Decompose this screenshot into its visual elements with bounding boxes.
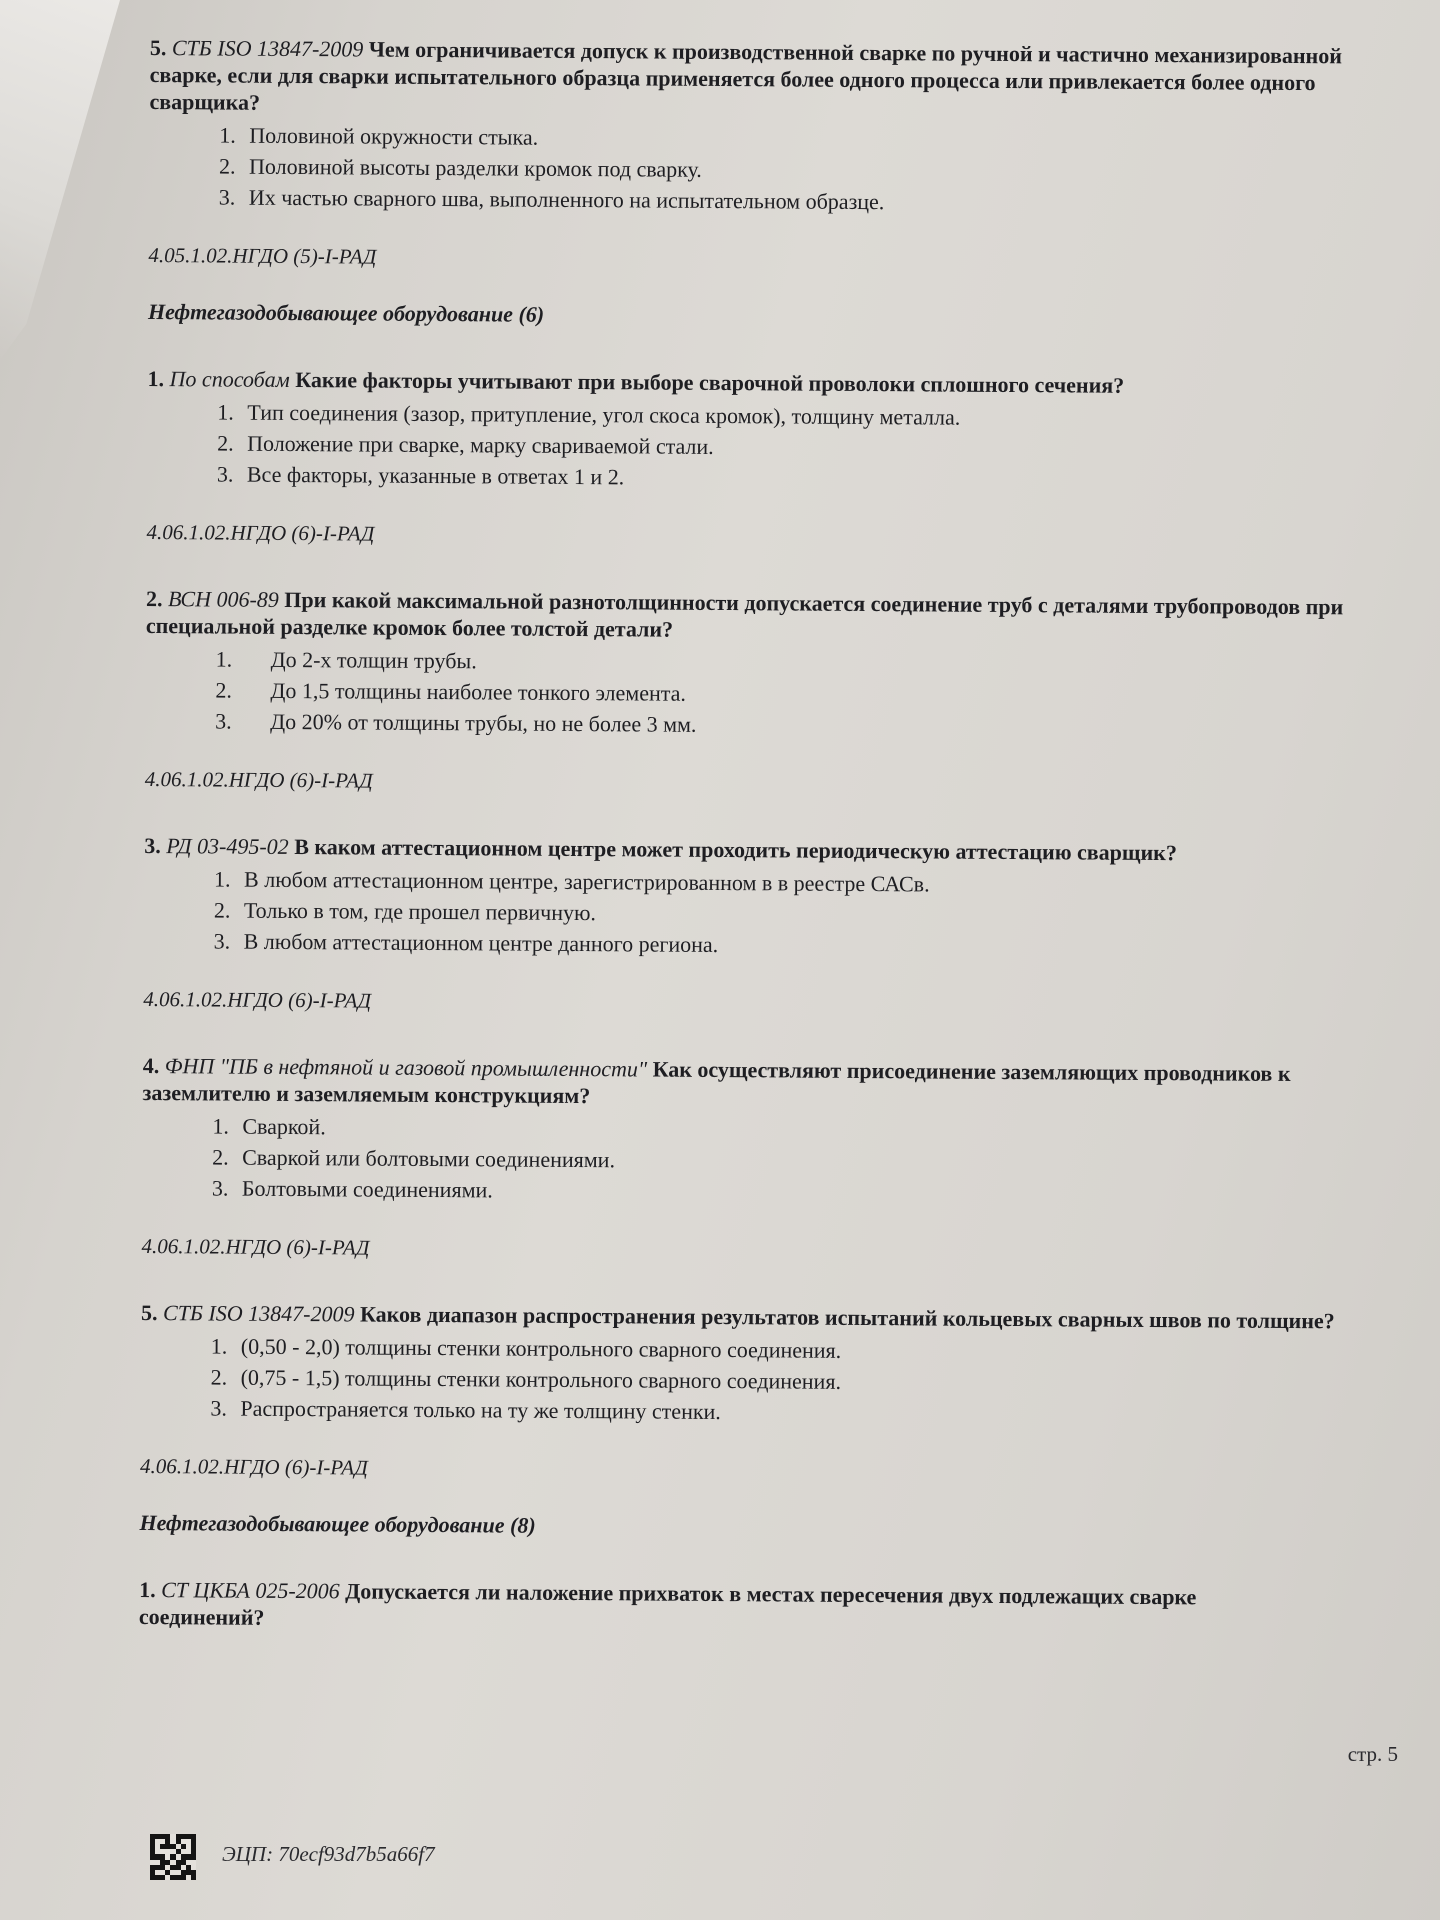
question-code: 4.06.1.02.НГДО (6)-I-РАД xyxy=(143,986,372,1013)
question-block xyxy=(139,1576,1394,1639)
page-number: стр. 5 xyxy=(1347,1742,1398,1766)
answer-number: 2. xyxy=(215,677,233,703)
question-title xyxy=(143,1052,1398,1115)
answer-text: Все факторы, указанные в ответах 1 и 2. xyxy=(246,461,625,490)
question-block xyxy=(145,585,1401,745)
answer-number: 2. xyxy=(217,430,234,456)
answer-number: 1. xyxy=(210,1333,228,1359)
document-content xyxy=(139,34,1405,1639)
folded-page-corner xyxy=(0,0,120,360)
answer-number: 2. xyxy=(212,1144,229,1170)
question-text: При какой максимальной разнотолщинности допускается соединение труб с деталями трубопроводов при специальной разделке кромок более толстой детали? xyxy=(145,586,1344,642)
answer-text: В любом аттестационном центре, зарегистрированном в в реестре САСв. xyxy=(244,866,930,897)
question-number: 5. xyxy=(149,34,167,61)
answer-text: Сваркой или болтовыми соединениями. xyxy=(242,1144,616,1173)
question-title xyxy=(149,34,1405,124)
answer-text: До 2-х толщин трубы. xyxy=(270,646,477,674)
answer-number: 2. xyxy=(218,153,236,179)
answer-text: Тип соединения (зазор, притупление, угол скоса кромок), толщину металла. xyxy=(247,399,961,430)
question-code: 4.06.1.02.НГДО (6)-I-РАД xyxy=(146,519,375,546)
answer-number: 3. xyxy=(211,1175,229,1201)
answer-number: 1. xyxy=(214,866,231,892)
answer-list xyxy=(140,1330,1396,1432)
question-number: 1. xyxy=(139,1576,156,1603)
question-text: Каков диапазон распространения результатов испытаний кольцевых сварных швов по толщине? xyxy=(359,1301,1335,1334)
question-source: ВСН 006-89 xyxy=(167,586,279,612)
question-code: 4.05.1.02.НГДО (5)-I-РАД xyxy=(148,242,377,269)
question-text: Допускается ли наложение прихваток в местах пересечения двух подлежащих сварке соединений? xyxy=(138,1578,1197,1630)
answer-text: Половиной высоты разделки кромок под сварку. xyxy=(248,153,702,182)
question-source: СТБ ISO 13847-2009 xyxy=(162,1300,355,1327)
question-text: В каком аттестационном центре может проходить периодическую аттестацию сварщик? xyxy=(294,834,1177,866)
answer-text: В любом аттестационном центре данного региона. xyxy=(243,928,719,957)
answer-number: 3. xyxy=(210,1395,227,1421)
question-source: ФНП "ПБ в нефтяной и газовой промышленности" xyxy=(164,1053,648,1082)
question-number: 2. xyxy=(145,585,163,612)
answer-number: 1. xyxy=(212,1113,229,1139)
answer-number: 2. xyxy=(213,897,231,923)
question-number: 5. xyxy=(140,1299,158,1326)
question-block xyxy=(149,34,1405,221)
question-code: 4.06.1.02.НГДО (6)-I-РАД xyxy=(144,766,373,793)
question-text: Какие факторы учитывают при выборе сварочной проволоки сплошного сечения? xyxy=(295,367,1125,398)
answer-number: 1. xyxy=(219,122,236,148)
answer-text: Распространяется только на ту же толщину стенки. xyxy=(240,1395,721,1425)
answer-number: 1. xyxy=(217,399,234,425)
question-text: Чем ограничивается допуск к производственной сварке по ручной и частично механизированной сварке, если для сварки испытательного образца применяется более одного процесса или привлекается более одного сварщика? xyxy=(149,36,1343,115)
answer-number: 3. xyxy=(215,708,232,734)
answer-list xyxy=(142,1110,1398,1212)
question-source: По способам xyxy=(169,366,290,392)
section-heading: Нефтегазодобывающее оборудование (8) xyxy=(139,1509,536,1538)
question-code: 4.06.1.02.НГДО (6)-I-РАД xyxy=(139,1453,368,1480)
question-source: СТБ ISO 13847-2009 xyxy=(171,35,364,62)
question-title xyxy=(139,1576,1279,1638)
question-block xyxy=(140,1299,1396,1432)
question-block xyxy=(144,832,1400,965)
answer-text: Сваркой. xyxy=(242,1113,326,1140)
question-block xyxy=(147,365,1403,498)
answer-list xyxy=(147,396,1403,498)
question-code: 4.06.1.02.НГДО (6)-I-РАД xyxy=(141,1233,370,1260)
answer-number: 2. xyxy=(210,1364,228,1390)
answer-list xyxy=(145,643,1401,745)
question-source: РД 03-495-02 xyxy=(166,833,289,859)
answer-text: Только в том, где прошел первичную. xyxy=(243,897,597,926)
question-source: СТ ЦКБА 025-2006 xyxy=(161,1577,340,1604)
answer-number: 3. xyxy=(216,461,234,487)
answer-text: Половиной окружности стыка. xyxy=(249,122,539,150)
question-title xyxy=(146,585,1401,648)
question-text: Как осуществляют присоединение заземляющих проводников к заземлителю и заземляемым конструкциям? xyxy=(142,1056,1291,1109)
section-heading: Нефтегазодобывающее оборудование (6) xyxy=(147,298,545,327)
answer-number: 1. xyxy=(215,646,233,672)
answer-text: Болтовыми соединениями. xyxy=(241,1175,493,1203)
digital-signature: ЭЦП: 70ecf93d7b5a66f7 xyxy=(222,1842,435,1866)
answer-text: (0,75 - 1,5) толщины стенки контрольного сварного соединения. xyxy=(240,1364,842,1394)
question-number: 1. xyxy=(147,365,165,392)
answer-text: (0,50 - 2,0) толщины стенки контрольного сварного соединения. xyxy=(240,1333,842,1363)
question-block xyxy=(142,1052,1398,1212)
answer-text: Положение при сварке, марку свариваемой стали. xyxy=(247,430,714,459)
answer-list xyxy=(144,863,1400,965)
answer-number: 3. xyxy=(218,184,236,210)
answer-number: 3. xyxy=(213,928,231,954)
answer-text: До 20% от толщины трубы, но не более 3 мм. xyxy=(270,708,697,737)
answer-list xyxy=(149,119,1405,221)
question-number: 4. xyxy=(142,1052,160,1079)
qr-code-icon xyxy=(150,1834,196,1880)
answer-text: Их частью сварного шва, выполненного на испытательном образце. xyxy=(248,184,885,215)
answer-text: До 1,5 толщины наиболее тонкого элемента. xyxy=(270,677,687,706)
question-number: 3. xyxy=(144,832,161,859)
